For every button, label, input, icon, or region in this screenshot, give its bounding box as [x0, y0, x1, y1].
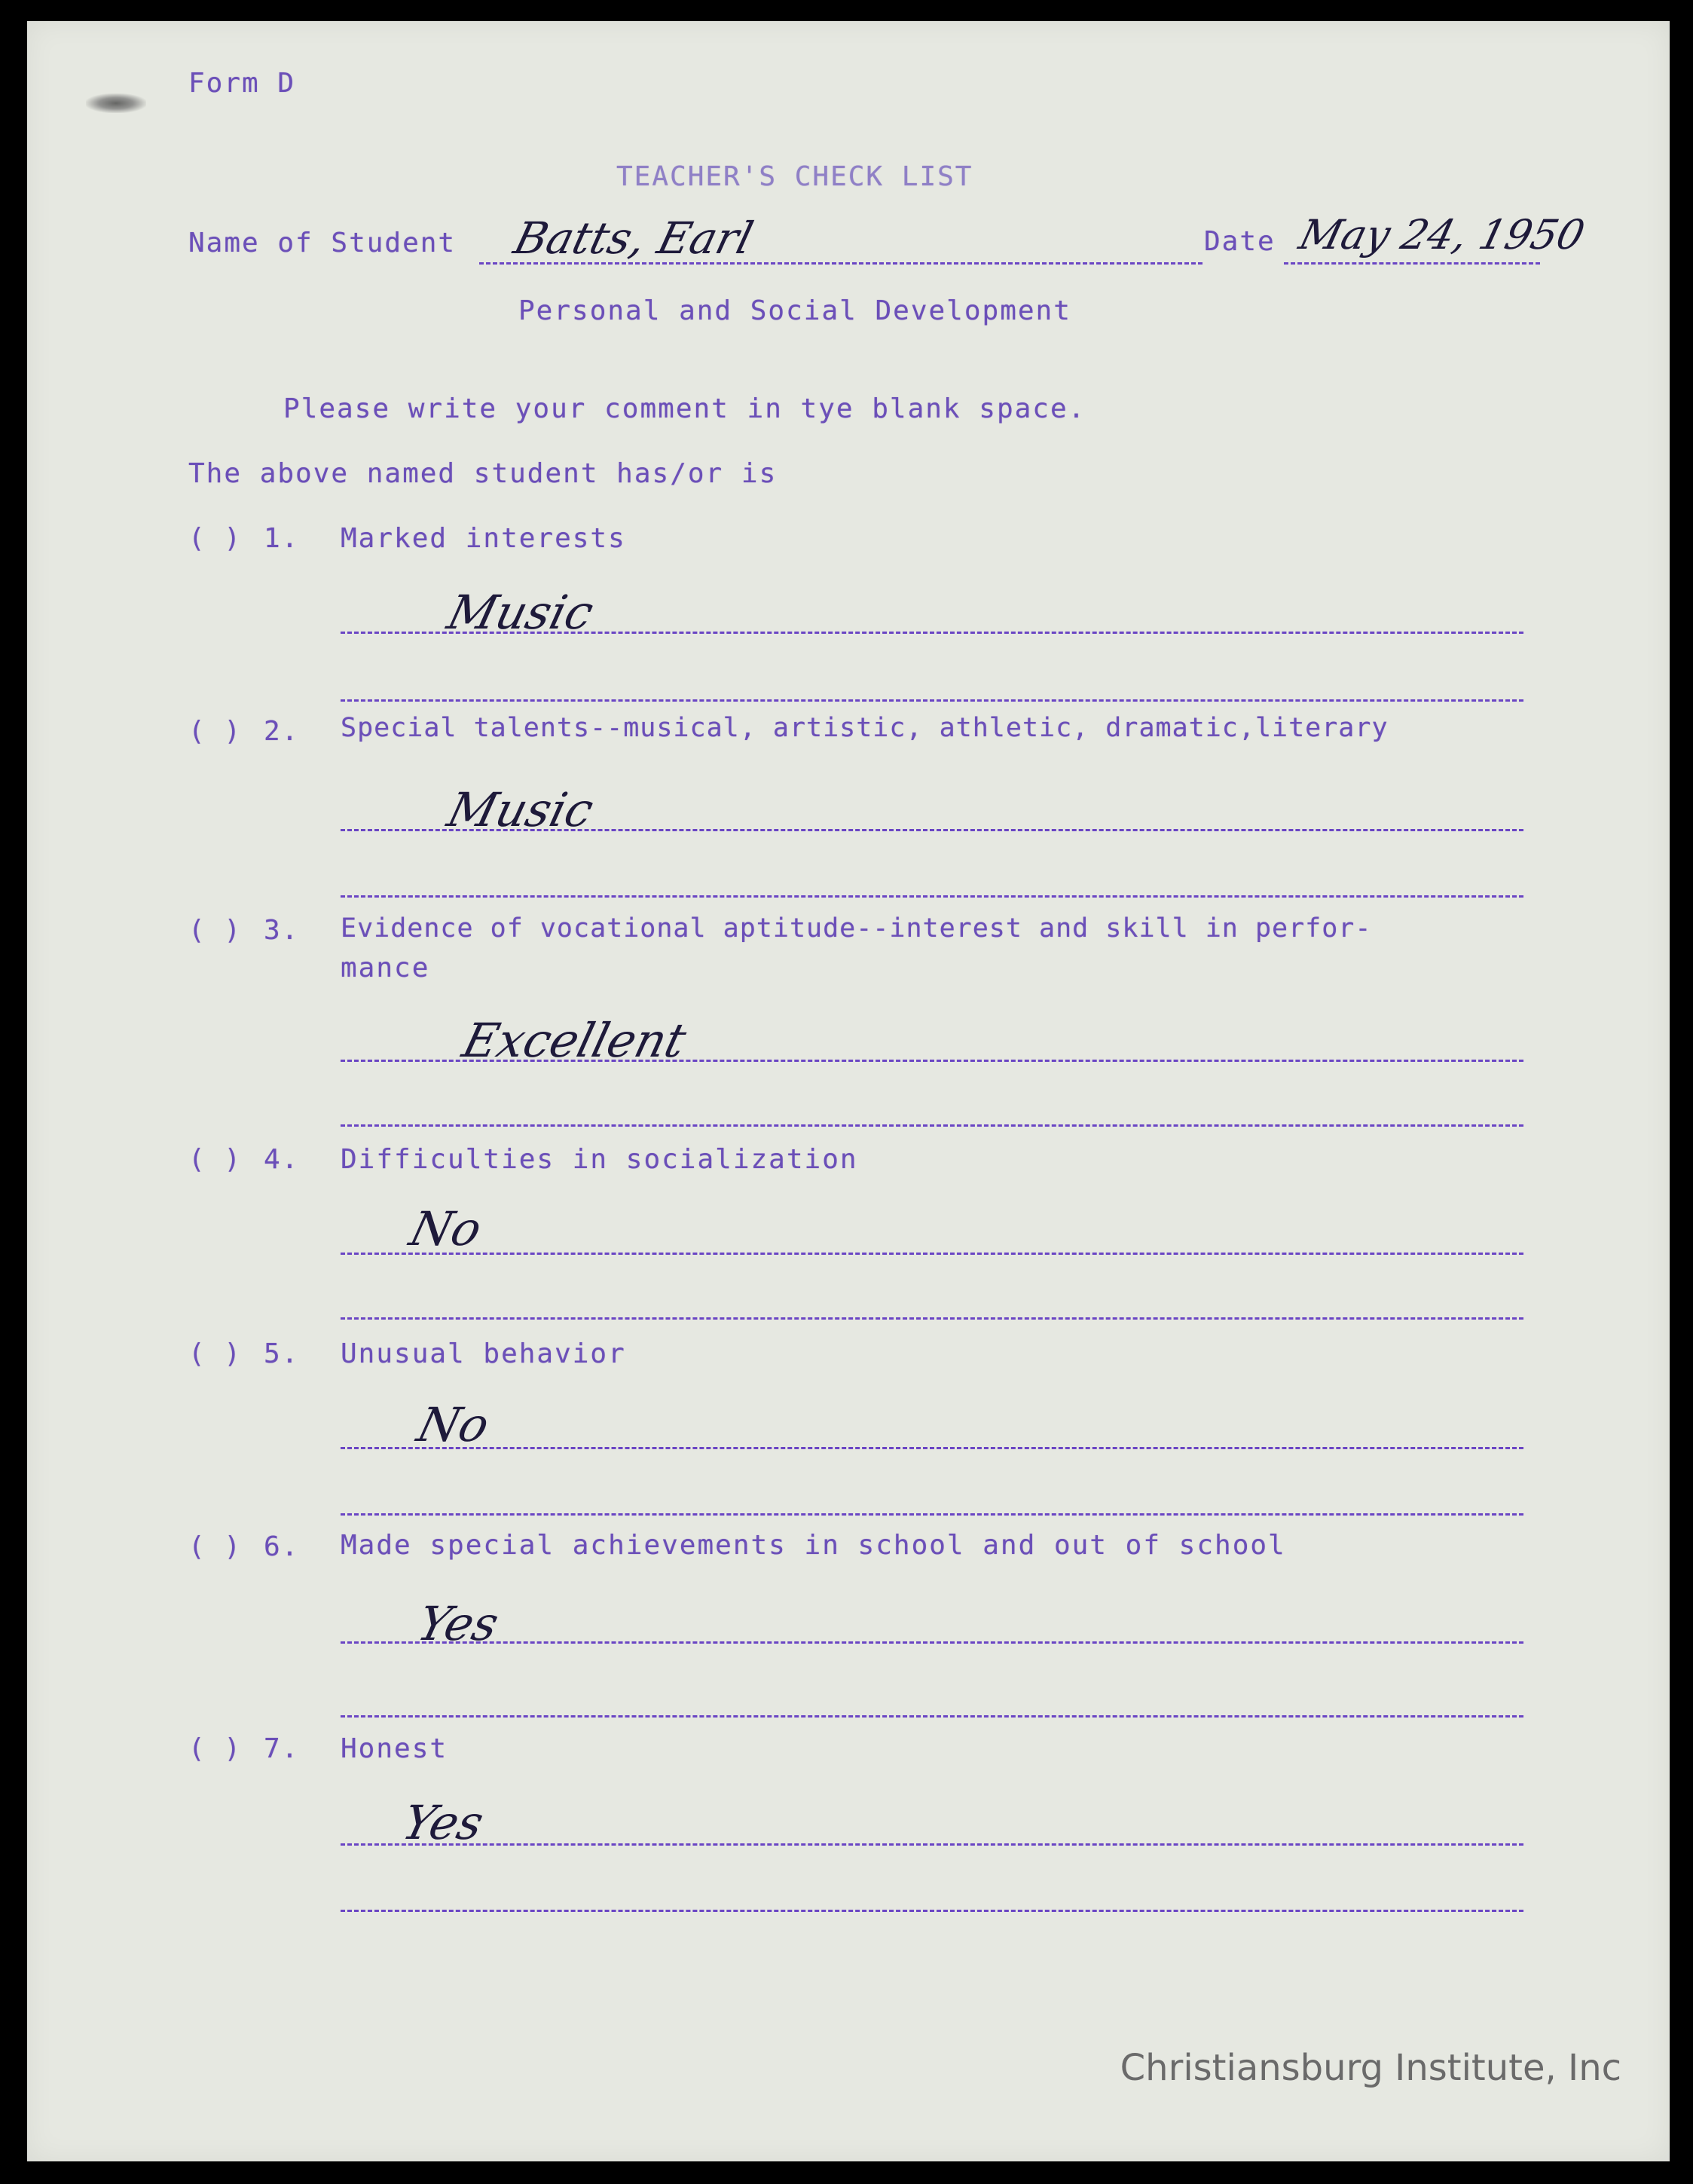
- answer-line-2: [341, 1715, 1523, 1718]
- item-label-continued: mance: [341, 953, 430, 983]
- intro-text: The above named student has/or is: [188, 458, 778, 489]
- student-name: Batts, Earl: [509, 213, 759, 264]
- item-checkbox: ( ): [188, 1338, 243, 1369]
- item-label: Special talents--musical, artistic, athletic, dramatic,literary: [341, 713, 1389, 743]
- item-checkbox: ( ): [188, 915, 243, 946]
- item-checkbox: ( ): [188, 716, 243, 747]
- student-label: Name of Student: [188, 228, 457, 258]
- answer-line-2: [341, 1513, 1523, 1516]
- answer-line-2: [341, 895, 1523, 898]
- item-checkbox: ( ): [188, 1144, 243, 1175]
- item-label: Honest: [341, 1733, 448, 1764]
- stain-mark: [86, 93, 146, 113]
- date-line: [1284, 262, 1540, 265]
- item-number: 3.: [264, 915, 300, 946]
- answer-line-2: [341, 1910, 1523, 1912]
- answer-line-1: [341, 1253, 1523, 1255]
- answer-line-1: [341, 1641, 1523, 1644]
- instruction-text: Please write your comment in tye blank space.: [283, 393, 1086, 424]
- item-answer: No: [404, 1201, 487, 1256]
- item-label: Made special achievements in school and out of school: [341, 1530, 1286, 1561]
- answer-line-2: [341, 1317, 1523, 1320]
- answer-line-1: [341, 1447, 1523, 1449]
- item-label: Unusual behavior: [341, 1338, 626, 1369]
- answer-line-1: [341, 829, 1523, 831]
- item-number: 4.: [264, 1144, 300, 1175]
- item-checkbox: ( ): [188, 1531, 243, 1562]
- answer-line-1: [341, 632, 1523, 634]
- item-checkbox: ( ): [188, 1733, 243, 1764]
- subtitle: Personal and Social Development: [518, 295, 1071, 326]
- answer-line-2: [341, 699, 1523, 702]
- date-value: May 24, 1950: [1294, 211, 1590, 258]
- answer-line-2: [341, 1124, 1523, 1127]
- answer-line-1: [341, 1843, 1523, 1846]
- item-number: 6.: [264, 1531, 300, 1562]
- item-label: Difficulties in socialization: [341, 1144, 858, 1175]
- item-answer: Music: [442, 782, 599, 837]
- item-number: 1.: [264, 523, 300, 554]
- item-answer: Music: [442, 585, 599, 640]
- item-number: 7.: [264, 1733, 300, 1764]
- item-answer: No: [411, 1397, 495, 1452]
- item-answer: Excellent: [457, 1013, 692, 1068]
- item-label: Marked interests: [341, 523, 626, 554]
- item-label: Evidence of vocational aptitude--interest and skill in perfor-: [341, 913, 1372, 944]
- form-label: Form D: [188, 68, 296, 99]
- watermark-text: Christiansburg Institute, Inc: [1120, 2047, 1621, 2089]
- item-answer: Yes: [411, 1596, 505, 1651]
- document-page: [27, 21, 1670, 2161]
- page-title: TEACHER'S CHECK LIST: [616, 161, 973, 192]
- item-number: 2.: [264, 716, 300, 747]
- date-label: Date: [1204, 226, 1276, 257]
- item-checkbox: ( ): [188, 523, 243, 554]
- answer-line-1: [341, 1060, 1523, 1062]
- item-number: 5.: [264, 1338, 300, 1369]
- item-answer: Yes: [396, 1795, 490, 1850]
